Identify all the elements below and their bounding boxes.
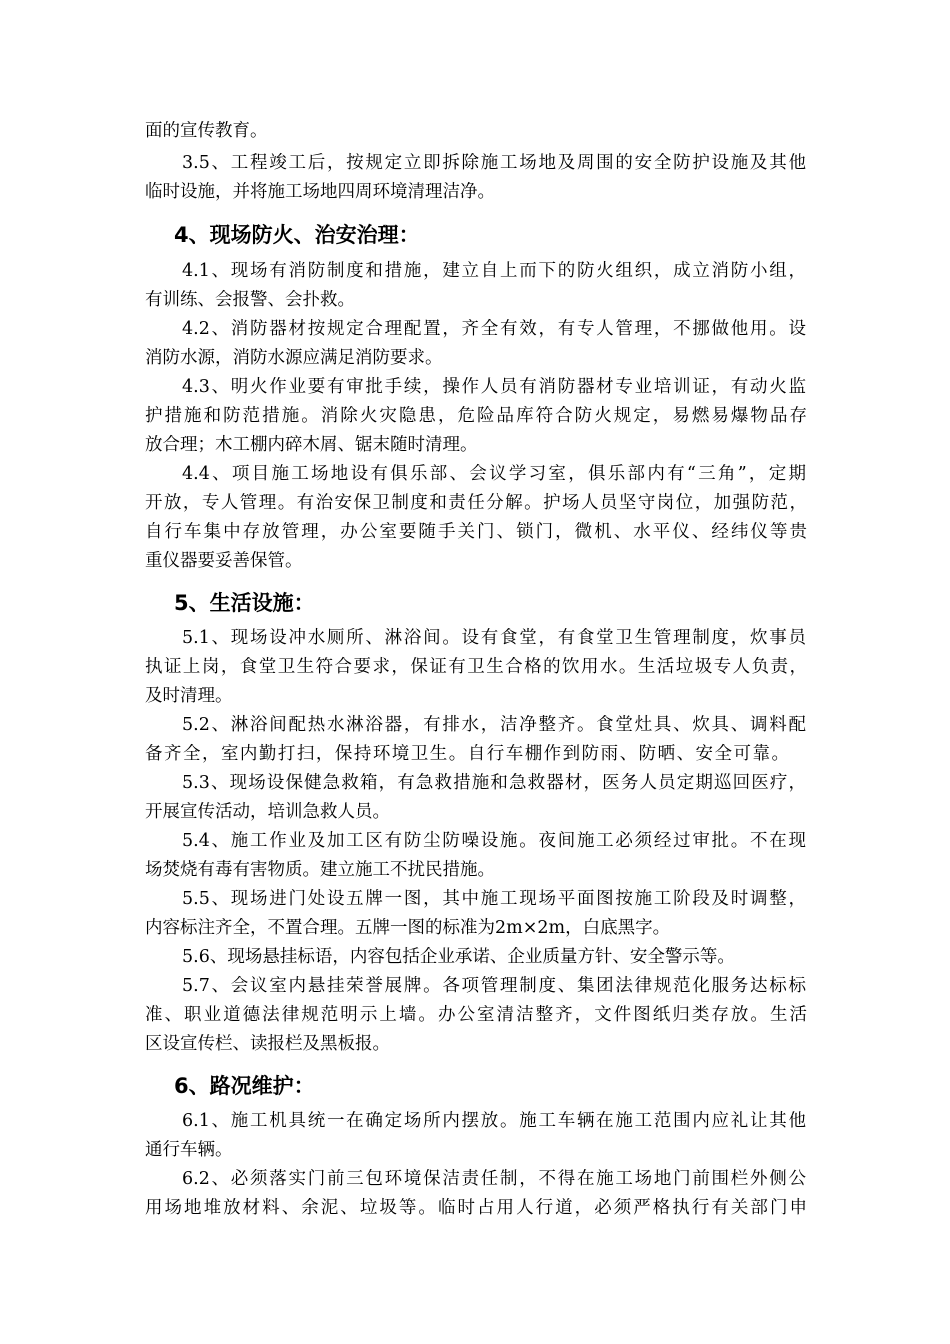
- paragraph-line: 重仪器要妥善保管。: [145, 551, 303, 571]
- section-heading: 6、路况维护：: [174, 1074, 315, 1098]
- paragraph-line: 6.2、必须落实门前三包环境保洁责任制，不得在施工场地门前围栏外侧公: [182, 1169, 806, 1189]
- paragraph-line: 5.6、现场悬挂标语，内容包括企业承诺、企业质量方针、安全警示等。: [182, 947, 735, 967]
- paragraph-line: 内容标注齐全，不置合理。五牌一图的标准为2m×2m，白底黑字。: [145, 918, 671, 938]
- paragraph-line: 放合理；木工棚内碎木屑、锯末随时清理。: [145, 435, 478, 455]
- paragraph-line: 自行车集中存放管理，办公室要随手关门、锁门，微机、水平仪、经纬仪等贵: [145, 522, 807, 542]
- paragraph-line: 5.3、现场设保健急救箱，有急救措施和急救器材，医务人员定期巡回医疗，: [182, 773, 806, 793]
- paragraph-line: 区设宣传栏、读报栏及黑板报。: [145, 1034, 390, 1054]
- paragraph-line: 执证上岗，食堂卫生符合要求，保证有卫生合格的饮用水。生活垃圾专人负责，: [145, 657, 807, 677]
- paragraph-line: 5.2、淋浴间配热水淋浴器，有排水，洁净整齐。食堂灶具、炊具、调料配: [182, 715, 806, 735]
- paragraph-line: 用场地堆放材料、余泥、垃圾等。临时占用人行道，必须严格执行有关部门申: [145, 1198, 807, 1218]
- paragraph-line: 6.1、施工机具统一在确定场所内摆放。施工车辆在施工范围内应礼让其他: [182, 1111, 806, 1131]
- section-heading: 5、生活设施：: [174, 591, 315, 615]
- paragraph-line: 4.3、明火作业要有审批手续，操作人员有消防器材专业培训证，有动火监: [182, 377, 806, 397]
- paragraph-line: 通行车辆。: [145, 1140, 233, 1160]
- section-heading: 4、现场防火、治安治理：: [174, 223, 420, 247]
- paragraph-line: 及时清理。: [145, 686, 233, 706]
- paragraph-line: 开放，专人管理。有治安保卫制度和责任分解。护场人员坚守岗位，加强防范，: [145, 493, 807, 513]
- paragraph-line: 面的宣传教育。: [145, 121, 268, 141]
- paragraph-line: 5.5、现场进门处设五牌一图，其中施工现场平面图按施工阶段及时调整，: [182, 889, 806, 909]
- paragraph-line: 3.5、工程竣工后，按规定立即拆除施工场地及周围的安全防护设施及其他: [182, 153, 806, 173]
- paragraph-line: 5.7、会议室内悬挂荣誉展牌。各项管理制度、集团法律规范化服务达标标: [182, 976, 806, 996]
- paragraph-line: 4.2、消防器材按规定合理配置，齐全有效，有专人管理，不挪做他用。设: [182, 319, 806, 339]
- paragraph-line: 临时设施，并将施工场地四周环境清理洁净。: [145, 182, 495, 202]
- paragraph-line: 备齐全，室内勤打扫，保持环境卫生。自行车棚作到防雨、防晒、安全可靠。: [145, 744, 789, 764]
- paragraph-line: 护措施和防范措施。消除火灾隐患，危险品库符合防火规定，易燃易爆物品存: [145, 406, 807, 426]
- paragraph-line: 5.4、施工作业及加工区有防尘防噪设施。夜间施工必须经过审批。不在现: [182, 831, 806, 851]
- paragraph-line: 4.4、项目施工场地设有俱乐部、会议学习室，俱乐部内有“三角”，定期: [182, 464, 806, 484]
- paragraph-line: 场焚烧有毒有害物质。建立施工不扰民措施。: [145, 860, 495, 880]
- paragraph-line: 有训练、会报警、会扑救。: [145, 290, 355, 310]
- paragraph-line: 准、职业道德法律规范明示上墙。办公室清洁整齐，文件图纸归类存放。生活: [145, 1005, 807, 1025]
- paragraph-line: 4.1、现场有消防制度和措施，建立自上而下的防火组织，成立消防小组，: [182, 261, 806, 281]
- paragraph-line: 5.1、现场设冲水厕所、淋浴间。设有食堂，有食堂卫生管理制度，炊事员: [182, 628, 806, 648]
- paragraph-line: 开展宣传活动，培训急救人员。: [145, 802, 390, 822]
- paragraph-line: 消防水源，消防水源应满足消防要求。: [145, 348, 443, 368]
